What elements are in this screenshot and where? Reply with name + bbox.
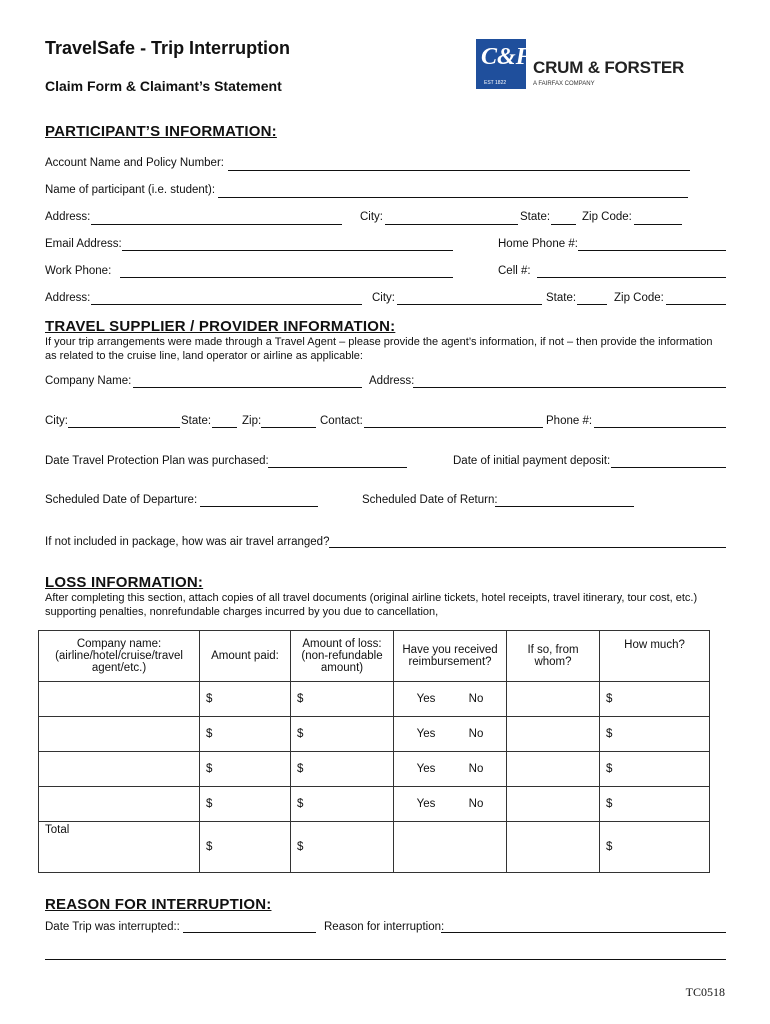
supplier-city-field[interactable] [68,427,180,428]
total-reimb-cell [394,822,507,873]
cell-label: Cell #: [498,265,531,277]
zip-field[interactable] [634,224,682,225]
city2-field[interactable] [397,304,542,305]
table-header-row [39,631,710,682]
loss-cell[interactable] [291,682,394,717]
supplier-phone-field[interactable] [594,427,726,428]
reason-heading: REASON FOR INTERRUPTION: [45,896,272,913]
currency-sign: $ [297,693,304,705]
reason-field-line2[interactable] [45,959,726,960]
account-field[interactable] [228,170,690,171]
table-row [39,682,710,717]
cell-field[interactable] [537,277,726,278]
air-travel-field[interactable] [329,547,726,548]
interrupted-date-label: Date Trip was interrupted:: [45,921,180,933]
currency-sign: $ [297,728,304,740]
zip-label: Zip Code: [582,211,632,223]
much-cell[interactable] [600,682,710,717]
much-cell[interactable] [600,787,710,822]
return-field[interactable] [495,506,634,507]
paid-cell[interactable] [200,752,291,787]
much-cell[interactable] [600,752,710,787]
currency-sign: $ [606,798,613,810]
table-row [39,787,710,822]
city2-label: City: [372,292,395,304]
currency-sign: $ [606,841,613,853]
form-subtitle: Claim Form & Claimant’s Statement [45,78,282,94]
reimb-cell [394,717,507,752]
account-label: Account Name and Policy Number: [45,157,224,169]
logo-tagline: A FAIRFAX COMPANY [533,81,595,87]
email-field[interactable] [122,250,453,251]
currency-sign: $ [297,798,304,810]
no-option[interactable]: No [468,728,484,740]
logo-name: CRUM & FORSTER [533,58,685,77]
supplier-address-label: Address: [369,375,415,387]
currency-sign: $ [297,841,304,853]
company-cell[interactable] [39,787,200,822]
currency-sign: $ [606,693,613,705]
supplier-heading: TRAVEL SUPPLIER / PROVIDER INFORMATION: [45,318,396,335]
reason-field[interactable] [441,932,726,933]
supplier-state-field[interactable] [212,427,237,428]
plan-date-label: Date Travel Protection Plan was purchased: [45,455,269,467]
col-reimb: Have you received reimbursement? [394,631,507,682]
contact-label: Contact: [320,415,363,427]
logo-est: EST 1822 [484,80,507,86]
loss-heading: LOSS INFORMATION: [45,574,204,591]
total-paid-cell[interactable] [200,822,291,873]
form-title: TravelSafe - Trip Interruption [45,38,291,58]
return-label: Scheduled Date of Return: [362,494,498,506]
company-cell[interactable] [39,752,200,787]
col-loss: Amount of loss: (non-refundable amount) [291,631,394,682]
payment-date-label: Date of initial payment deposit: [453,455,611,467]
yes-option[interactable]: Yes [416,763,436,775]
reimb-cell [394,752,507,787]
currency-sign: $ [206,841,213,853]
loss-cell[interactable] [291,717,394,752]
loss-table [38,630,710,873]
interrupted-date-field[interactable] [183,932,316,933]
home-phone-field[interactable] [578,250,726,251]
participant-heading: PARTICIPANT’S INFORMATION: [45,123,277,140]
departure-field[interactable] [200,506,318,507]
city-label: City: [360,211,383,223]
yes-option[interactable]: Yes [416,693,436,705]
supplier-phone-label: Phone #: [546,415,593,427]
reason-label: Reason for interruption: [324,921,445,933]
company-field[interactable] [133,387,362,388]
supplier-address-field[interactable] [413,387,726,388]
supplier-state-label: State: [181,415,212,427]
currency-sign: $ [206,693,213,705]
address2-field[interactable] [91,304,362,305]
yes-option[interactable]: Yes [416,728,436,740]
email-label: Email Address: [45,238,122,250]
zip2-field[interactable] [666,304,726,305]
supplier-city-label: City: [45,415,68,427]
form-code: TC0518 [685,985,725,999]
total-from-cell [507,822,600,873]
yes-option[interactable]: Yes [416,798,436,810]
reimb-cell [394,682,507,717]
currency-sign: $ [606,728,613,740]
city-field[interactable] [385,224,518,225]
company-cell[interactable] [39,717,200,752]
home-phone-label: Home Phone #: [498,238,578,250]
from-cell[interactable] [507,682,600,717]
total-row [39,822,710,873]
state2-field[interactable] [577,304,607,305]
total-much-cell[interactable] [600,822,710,873]
plan-date-field[interactable] [268,467,407,468]
logo-mark-text: C&F [481,44,532,70]
address-label: Address: [45,211,91,223]
state-label: State: [520,211,551,223]
air-travel-label: If not included in package, how was air travel arranged? [45,536,330,548]
loss-cell[interactable] [291,752,394,787]
currency-sign: $ [297,763,304,775]
zip2-label: Zip Code: [614,292,664,304]
payment-date-field[interactable] [611,467,726,468]
from-cell[interactable] [507,752,600,787]
col-much: How much? [600,631,710,682]
total-loss-cell[interactable] [291,822,394,873]
supplier-intro: If your trip arrangements were made through a Travel Agent – please provide the agent’s information, if not – then provide the information as related to the cruise line, land operator or airline as applicable: [45,336,713,362]
company-cell[interactable] [39,682,200,717]
no-option[interactable]: No [468,798,484,810]
paid-cell[interactable] [200,717,291,752]
currency-sign: $ [206,763,213,775]
table-row [39,752,710,787]
state2-label: State: [546,292,577,304]
state-field[interactable] [551,224,576,225]
no-option[interactable]: No [468,763,484,775]
supplier-zip-label: Zip: [242,415,262,427]
reimb-cell [394,787,507,822]
work-phone-label: Work Phone: [45,265,112,277]
paid-cell[interactable] [200,682,291,717]
no-option[interactable]: No [468,693,484,705]
currency-sign: $ [206,798,213,810]
loss-cell[interactable] [291,787,394,822]
much-cell[interactable] [600,717,710,752]
currency-sign: $ [606,763,613,775]
col-paid: Amount paid: [200,631,291,682]
total-label: Total [39,822,200,873]
company-label: Company Name: [45,375,132,387]
from-cell[interactable] [507,787,600,822]
loss-intro: After completing this section, attach copies of all travel documents (original airline tickets, hotel receipts, travel itinerary, tour cost, etc.) supporting penalties, nonrefundable charges incurred by you due to cancellation, [45,592,698,618]
col-company: Company name: (airline/hotel/cruise/travel agent/etc.) [39,631,200,682]
supplier-zip-field[interactable] [261,427,316,428]
address-field[interactable] [91,224,342,225]
address2-label: Address: [45,292,91,304]
paid-cell[interactable] [200,787,291,822]
col-from: If so, from whom? [507,631,600,682]
departure-label: Scheduled Date of Departure: [45,494,198,506]
contact-field[interactable] [364,427,543,428]
from-cell[interactable] [507,717,600,752]
currency-sign: $ [206,728,213,740]
participant-name-field[interactable] [218,197,688,198]
work-phone-field[interactable] [120,277,453,278]
participant-name-label: Name of participant (i.e. student): [45,184,216,196]
table-row [39,717,710,752]
